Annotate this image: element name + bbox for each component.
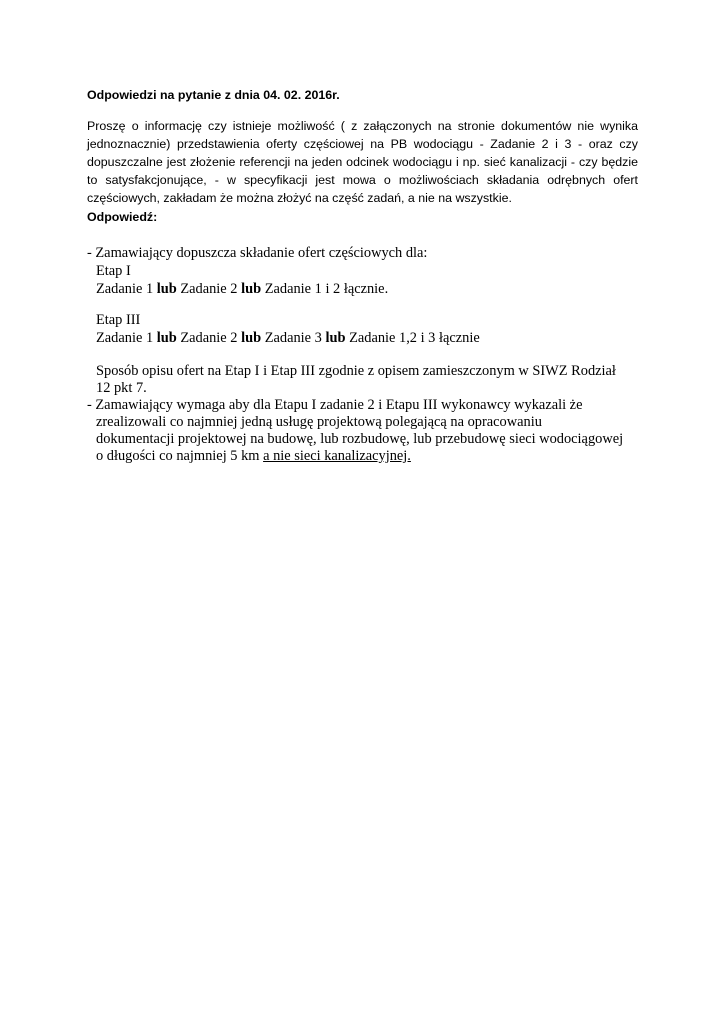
etap-3-tasks (96, 329, 480, 347)
or-keyword: lub (325, 330, 346, 346)
etap-3-task-text: Zadanie 2 (176, 330, 242, 346)
or-keyword: lub (241, 330, 262, 346)
answer-item-2-line-1: - Zamawiający wymaga aby dla Etapu I zadanie 2 i Etapu III wykonawcy wykazali że (87, 397, 583, 413)
etap-1-tasks (96, 280, 388, 298)
etap-1-task-text: Zadanie 1 (96, 281, 157, 297)
method-line-2: 12 pkt 7. (96, 380, 147, 396)
etap-1-label: Etap I (96, 263, 131, 279)
or-keyword: lub (156, 330, 177, 346)
answer-item-2-line-2: zrealizowali co najmniej jedną usługę projektową polegającą na opracowaniu (96, 414, 542, 430)
answer-item-2-line-3: dokumentacji projektowej na budowę, lub rozbudowę, lub przebudowę sieci wodociągowej (96, 431, 624, 447)
question-paragraph: Proszę o informację czy istnieje możliwość ( z załączonych na stronie dokumentów nie wynika jednoznacznie) przedstawienia oferty częściowej na PB wodociągu - Zadanie 2 i 3 - oraz czy dopuszczalne jest złożenie referencji na jeden odcinek wodociągu i np. sieć kanalizacji - czy będzie to satysfakcjonujące, - w specyfikacji jest mowa o możliwościach składania odrębnych ofert częściowych, zakładam że można złożyć na część zadań, a nie na wszystkie. (87, 119, 638, 205)
etap-3-task-text: Zadanie 3 (261, 330, 326, 346)
underlined-exclusion-text: a nie sieci kanalizacyjnej. (263, 448, 411, 464)
etap-1-task-text: Zadanie 2 (176, 281, 242, 297)
answer-item-2-line-4 (96, 447, 411, 465)
answer-heading: Odpowiedź: (87, 210, 158, 224)
or-keyword: lub (241, 281, 262, 297)
etap-1-task-text: Zadanie 1 i 2 łącznie. (261, 281, 389, 297)
length-requirement-text: o długości co najmniej 5 km (96, 448, 264, 464)
etap-3-task-text: Zadanie 1 (96, 330, 157, 346)
answer-item-1-intro: - Zamawiający dopuszcza składanie ofert częściowych dla: (87, 245, 428, 261)
etap-3-task-text: Zadanie 1,2 i 3 łącznie (345, 330, 480, 346)
etap-3-label: Etap III (96, 312, 141, 328)
or-keyword: lub (156, 281, 177, 297)
document-heading: Odpowiedzi na pytanie z dnia 04. 02. 2016r. (87, 88, 340, 102)
method-line-1: Sposób opisu ofert na Etap I i Etap III zgodnie z opisem zamieszczonym w SIWZ Rodział (96, 363, 616, 379)
